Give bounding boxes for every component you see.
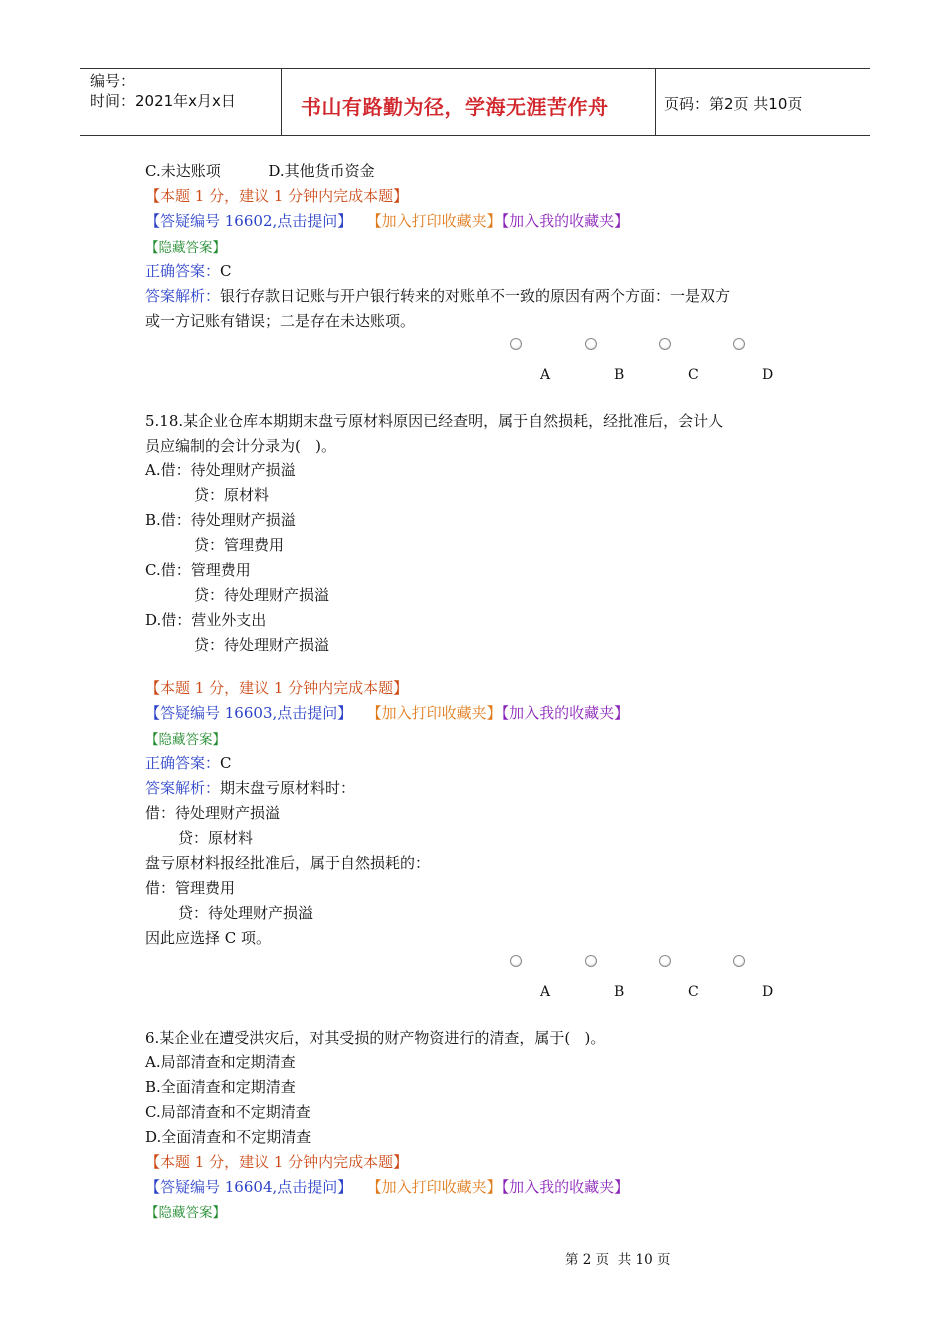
q518-explain-credit1: 贷：原材料	[178, 829, 254, 847]
q518-option-a-credit: 贷：原材料	[194, 486, 270, 504]
header-divider-left	[281, 68, 282, 135]
q518-analysis-label: 答案解析：	[145, 779, 221, 797]
q518-analysis-line	[145, 778, 355, 798]
q6-option-b: B.全面清查和定期清查	[145, 1078, 296, 1096]
prev-choice-c-label: C	[688, 367, 699, 383]
prev-choice-a-label: A	[540, 367, 551, 383]
prev-radio-b[interactable]	[585, 338, 597, 350]
prev-correct-answer	[145, 261, 232, 281]
q518-choice-d-label: D	[762, 984, 774, 1000]
q518-links	[145, 703, 629, 723]
q518-explain-credit2: 贷：待处理财产损溢	[178, 904, 314, 922]
q518-radio-c[interactable]	[659, 955, 671, 967]
q518-option-d-credit: 贷：待处理财产损溢	[194, 636, 330, 654]
q518-correct-label: 正确答案：	[145, 754, 221, 772]
q518-ask-link[interactable]: 【答疑编号 16603,点击提问】	[145, 704, 353, 722]
q6-print-fav-link[interactable]: 【加入打印收藏夹】	[366, 1178, 502, 1196]
q518-stem-line1: 5.18.某企业仓库本期期末盘亏原材料原因已经查明，属于自然损耗，经批准后，会计人	[145, 412, 724, 430]
q518-explain-debit2: 借：管理费用	[145, 879, 236, 897]
q518-my-fav-link[interactable]: 【加入我的收藏夹】	[501, 704, 630, 722]
q6-option-a: A.局部清查和定期清查	[145, 1053, 296, 1071]
q518-explain-approval: 盘亏原材料报经批准后，属于自然损耗的：	[145, 854, 431, 872]
prev-radio-d[interactable]	[733, 338, 745, 350]
q6-hide-answer-button[interactable]: 【隐藏答案】	[145, 1205, 226, 1221]
prev-analysis-line2: 或一方记账有错误；二是存在未达账项。	[145, 312, 416, 330]
page-footer: 第 2 页 共 10 页	[565, 1252, 671, 1268]
prev-analysis-label: 答案解析：	[145, 287, 221, 305]
prev-correct-label: 正确答案：	[145, 262, 221, 280]
prev-options-line: C.未达账项 D.其他货币资金	[145, 162, 375, 180]
q518-explain-debit1: 借：待处理财产损溢	[145, 804, 281, 822]
header-divider-right	[655, 68, 656, 135]
q518-correct-answer	[145, 753, 232, 773]
q6-option-c: C.局部清查和不定期清查	[145, 1103, 311, 1121]
q518-option-b-credit: 贷：管理费用	[194, 536, 285, 554]
q6-ask-link[interactable]: 【答疑编号 16604,点击提问】	[145, 1178, 353, 1196]
q518-analysis-text: 期末盘亏原材料时：	[220, 779, 356, 797]
prev-analysis-line1	[145, 286, 730, 306]
prev-radio-c[interactable]	[659, 338, 671, 350]
q518-choice-a-label: A	[540, 984, 551, 1000]
q518-radio-a[interactable]	[510, 955, 522, 967]
header-bottom-border	[80, 135, 870, 136]
prev-correct-value: C	[220, 262, 232, 280]
q6-links	[145, 1177, 629, 1197]
q518-radio-d[interactable]	[733, 955, 745, 967]
q6-my-fav-link[interactable]: 【加入我的收藏夹】	[501, 1178, 630, 1196]
q518-choice-b-label: B	[614, 984, 625, 1000]
prev-hide-answer-button[interactable]: 【隐藏答案】	[145, 240, 226, 256]
q518-option-c-credit: 贷：待处理财产损溢	[194, 586, 330, 604]
q518-option-d-debit: D.借：营业外支出	[145, 611, 267, 629]
q518-choice-c-label: C	[688, 984, 699, 1000]
prev-ask-link[interactable]: 【答疑编号 16602,点击提问】	[145, 212, 353, 230]
q518-explain-conclusion: 因此应选择 C 项。	[145, 929, 272, 947]
header-serial-label: 编号：	[90, 72, 136, 90]
q6-meta: 【本题 1 分，建议 1 分钟内完成本题】	[145, 1153, 409, 1171]
prev-radio-a[interactable]	[510, 338, 522, 350]
prev-links	[145, 211, 629, 231]
header-motto: 书山有路勤为径，学海无涯苦作舟	[301, 95, 609, 119]
prev-my-fav-link[interactable]: 【加入我的收藏夹】	[501, 212, 630, 230]
prev-meta: 【本题 1 分，建议 1 分钟内完成本题】	[145, 187, 409, 205]
q518-option-a-debit: A.借：待处理财产损溢	[145, 461, 296, 479]
prev-choice-b-label: B	[614, 367, 625, 383]
header-time-label: 时间：2021年x月x日	[90, 92, 236, 110]
q518-option-c-debit: C.借：管理费用	[145, 561, 251, 579]
q518-meta: 【本题 1 分，建议 1 分钟内完成本题】	[145, 679, 409, 697]
header-page-label: 页码：第2页 共10页	[664, 95, 803, 113]
q518-hide-answer-button[interactable]: 【隐藏答案】	[145, 732, 226, 748]
q6-option-d: D.全面清查和不定期清查	[145, 1128, 312, 1146]
q518-correct-value: C	[220, 754, 232, 772]
header-top-border	[80, 68, 870, 69]
q518-option-b-debit: B.借：待处理财产损溢	[145, 511, 296, 529]
prev-analysis-text1: 银行存款日记账与开户银行转来的对账单不一致的原因有两个方面：一是双方	[220, 287, 731, 305]
q518-print-fav-link[interactable]: 【加入打印收藏夹】	[366, 704, 502, 722]
q518-stem-line2: 员应编制的会计分录为( )。	[145, 437, 337, 455]
prev-print-fav-link[interactable]: 【加入打印收藏夹】	[366, 212, 502, 230]
prev-choice-d-label: D	[762, 367, 774, 383]
q6-stem: 6.某企业在遭受洪灾后，对其受损的财产物资进行的清查，属于( )。	[145, 1029, 606, 1047]
q518-radio-b[interactable]	[585, 955, 597, 967]
